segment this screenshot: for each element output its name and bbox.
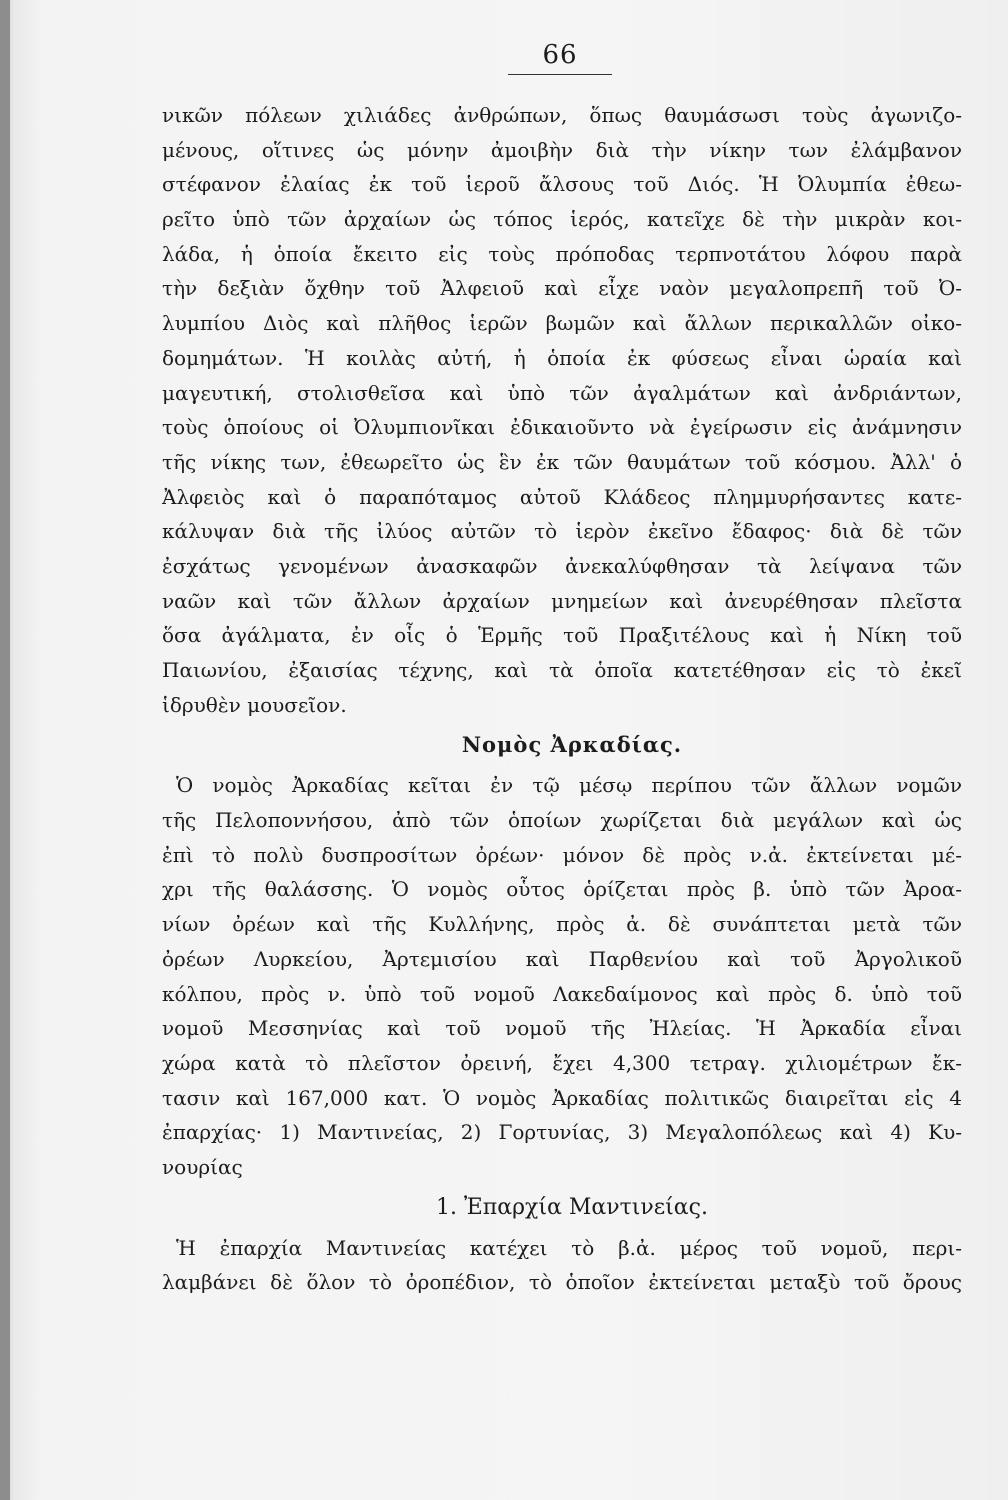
- page-number: 66: [542, 40, 578, 70]
- text-line: Ὁ νομὸς Ἀρκαδίας κεῖται ἐν τῷ μέσῳ περίπου τῶν ἄλλων νομῶν: [176, 773, 962, 798]
- text-line: νικῶν πόλεων χιλιάδες ἀνθρώπων, ὅπως θαυμάσωσι τοὺς ἀγωνιζο-: [162, 103, 962, 127]
- text-body: [162, 98, 962, 1300]
- page-binding-edge: [0, 0, 10, 1500]
- text-line: μένους, οἵτινες ὡς μόνην ἀμοιβὴν διὰ τὴν νίκην των ἐλάμβανον: [162, 137, 962, 162]
- text-line: νουρίας: [162, 1154, 243, 1179]
- text-line: ἐπαρχίας· 1) Μαντινείας, 2) Γορτυνίας, 3) Μεγαλοπόλεως καὶ 4) Κυ-: [162, 1120, 962, 1145]
- text-line: λυμπίου Διὸς καὶ πλῆθος ἱερῶν βωμῶν καὶ ἄλλων περικαλλῶν οἰκο-: [162, 311, 962, 336]
- paragraph-mantineia: [162, 1231, 962, 1300]
- text-line: χώρα κατὰ τὸ πλεῖστον ὀρεινή, ἔχει 4,300 τετραγ. χιλιομέτρων ἔκ-: [162, 1050, 962, 1075]
- text-line: τῆς νίκης των, ἐθεωρεῖτο ὡς ἓν ἐκ τῶν θαυμάτων τοῦ κόσμου. Ἀλλ' ὁ: [162, 449, 962, 474]
- text-line: τασιν καὶ 167,000 κατ. Ὁ νομὸς Ἀρκαδίας πολιτικῶς διαιρεῖται εἰς 4: [162, 1085, 962, 1110]
- text-line: νίων ὀρέων καὶ τῆς Κυλλήνης, πρὸς ἀ. δὲ συνάπτεται μετὰ τῶν: [162, 912, 962, 937]
- text-line: ναῶν καὶ τῶν ἄλλων ἀρχαίων μνημείων καὶ ἀνευρέθησαν πλεῖστα: [162, 588, 962, 613]
- text-line: τὴν δεξιὰν ὄχθην τοῦ Ἀλφειοῦ καὶ εἶχε ναὸν μεγαλοπρεπῆ τοῦ Ὀ-: [162, 276, 962, 301]
- text-line: τοὺς ὁποίους οἱ Ὀλυμπιονῖκαι ἐδικαιοῦντο νὰ ἐγείρωσιν εἰς ἀνάμνησιν: [162, 415, 962, 440]
- paragraph-olympia: [162, 98, 962, 722]
- text-line: δομημάτων. Ἡ κοιλὰς αὐτή, ἡ ὁποία ἐκ φύσεως εἶναι ὡραία καὶ: [162, 345, 962, 370]
- text-line: κόλπου, πρὸς ν. ὑπὸ τοῦ νομοῦ Λακεδαίμονος καὶ πρὸς δ. ὑπὸ τοῦ: [162, 981, 962, 1006]
- text-line: νομοῦ Μεσσηνίας καὶ τοῦ νομοῦ τῆς Ἠλείας. Ἡ Ἀρκαδία εἶναι: [162, 1016, 962, 1041]
- text-line: Ἡ ἐπαρχία Μαντινείας κατέχει τὸ β.ἀ. μέρος τοῦ νομοῦ, περι-: [176, 1235, 962, 1260]
- text-line: Παιωνίου, ἐξαισίας τέχνης, καὶ τὰ ὁποῖα κατετέθησαν εἰς τὸ ἐκεῖ: [162, 658, 962, 682]
- text-line: ἱδρυθὲν μουσεῖον.: [162, 692, 347, 717]
- text-line: ὅσα ἀγάλματα, ἐν οἷς ὁ Ἑρμῆς τοῦ Πραξιτέλους καὶ ἡ Νίκη τοῦ: [162, 623, 962, 648]
- text-line: μαγευτική, στολισθεῖσα καὶ ὑπὸ τῶν ἀγαλμάτων καὶ ἀνδριάντων,: [162, 380, 962, 405]
- section-heading-arkadia: Νομὸς Ἀρκαδίας.: [461, 732, 683, 758]
- text-line: ρεῖτο ὑπὸ τῶν ἀρχαίων ὡς τόπος ἱερός, κατεῖχε δὲ τὴν μικρὰν κοι-: [162, 207, 962, 232]
- section-heading-mantineia: 1. Ἐπαρχία Μαντινείας.: [436, 1194, 708, 1220]
- text-line: λαμβάνει δὲ ὅλον τὸ ὀροπέδιον, τὸ ὁποῖον ἐκτείνεται μεταξὺ τοῦ ὄρους: [162, 1270, 962, 1295]
- text-line: στέφανον ἐλαίας ἐκ τοῦ ἱεροῦ ἄλσους τοῦ Διός. Ἡ Ὀλυμπία ἐθεω-: [162, 172, 962, 197]
- text-line: ὀρέων Λυρκείου, Ἀρτεμισίου καὶ Παρθενίου καὶ τοῦ Ἀργολικοῦ: [162, 946, 962, 971]
- text-line: κάλυψαν διὰ τῆς ἰλύος αὐτῶν τὸ ἱερὸν ἐκεῖνο ἔδαφος· διὰ δὲ τῶν: [162, 519, 962, 544]
- text-line: λάδα, ἡ ὁποία ἔκειτο εἰς τοὺς πρόποδας τερπνοτάτου λόφου παρὰ: [162, 241, 962, 266]
- page-number-rule: [508, 74, 612, 75]
- paragraph-arkadia: [162, 768, 962, 1184]
- text-line: χρι τῆς θαλάσσης. Ὁ νομὸς οὗτος ὁρίζεται πρὸς β. ὑπὸ τῶν Ἀροα-: [162, 877, 962, 902]
- text-line: τῆς Πελοποννήσου, ἀπὸ τῶν ὁποίων χωρίζεται διὰ μεγάλων καὶ ὡς: [162, 808, 962, 833]
- text-line: Ἀλφειὸς καὶ ὁ παραπόταμος αὐτοῦ Κλάδεος πλημμυρήσαντες κατε-: [162, 484, 962, 509]
- text-line: ἐπὶ τὸ πολὺ δυσπροσίτων ὀρέων· μόνον δὲ πρὸς ν.ἀ. ἐκτείνεται μέ-: [162, 842, 962, 867]
- text-line: ἐσχάτως γενομένων ἀνασκαφῶν ἀνεκαλύφθησαν τὰ λείψανα τῶν: [162, 553, 962, 578]
